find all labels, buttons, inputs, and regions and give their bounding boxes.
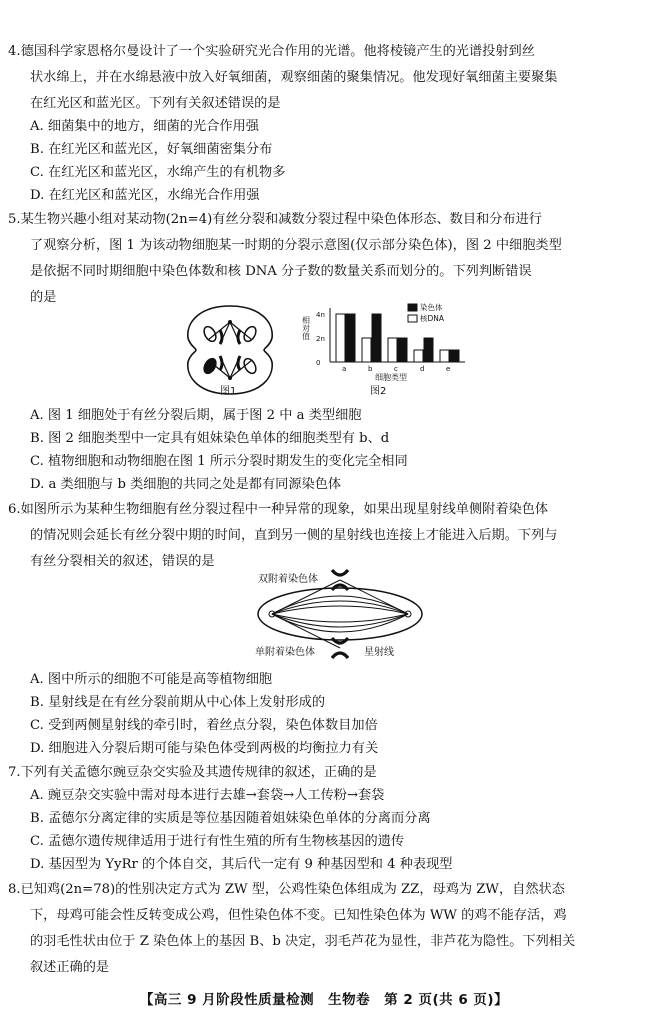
q4-option-c: C. 在红光区和蓝光区，水绵产生的有机物多 <box>30 165 286 180</box>
page-footer: 【高三 9 月阶段性质量检测 生物卷 第 2 页(共 6 页)】 <box>139 992 509 1008</box>
chart-bar-dna-c <box>398 338 407 362</box>
q5-option-a: A. 图 1 细胞处于有丝分裂后期，属于图 2 中 a 类型细胞 <box>30 408 362 423</box>
q6-stem-line-2: 的情况则会延长有丝分裂中期的时间，直到另一侧的星射线也连接上才能进入后期。下列与 <box>30 528 558 543</box>
q4-stem-line-3: 在红光区和蓝光区。下列有关叙述错误的是 <box>30 96 281 111</box>
chart-bar-dna-a <box>346 314 355 362</box>
chart-xtick-label: c <box>394 365 398 373</box>
q6-label-single-attached: 单附着染色体 <box>255 647 315 658</box>
chart-xtick-label: b <box>368 365 373 373</box>
q6-stem-line-1: 6.如图所示为某种生物细胞有丝分裂过程中一种异常的现象，如果出现星射线单侧附着染色体 <box>8 502 549 517</box>
q5-figure-1-label: 图1 <box>220 386 237 397</box>
chart-bar-chromosome-b <box>362 338 371 362</box>
chart-ylabel: 相对值 <box>301 316 311 340</box>
q7-option-c: C. 孟德尔遗传规律适用于进行有性生殖的所有生物核基因的遗传 <box>30 834 405 849</box>
chart-bar-dna-e <box>450 350 459 362</box>
q6-option-a: A. 图中所示的细胞不可能是高等植物细胞 <box>30 672 273 687</box>
q6-option-d: D. 细胞进入分裂后期可能与染色体受到两极的均衡拉力有关 <box>30 741 379 756</box>
chart-legend-label: 核DNA <box>420 314 445 323</box>
q6-label-aster: 星射线 <box>364 647 394 658</box>
chart-xtick-label: d <box>420 365 425 373</box>
q6-label-double-attached: 双附着染色体 <box>258 574 318 585</box>
q6-stem-line-3: 有丝分裂相关的叙述，错误的是 <box>30 554 215 569</box>
chart-bar-dna-d <box>424 338 433 362</box>
chart-bar-dna-b <box>372 314 381 362</box>
q5-option-b: B. 图 2 细胞类型中一定具有姐妹染色单体的细胞类型有 b、d <box>30 431 390 446</box>
q8-stem-line-2: 下，母鸡可能会性反转变成公鸡，但性染色体不变。已知性染色体为 WW 的鸡不能存活，鸡 <box>30 908 567 923</box>
chart-xtick-label: e <box>446 365 451 373</box>
q5-figure-2-bar-chart <box>300 300 480 400</box>
chart-bar-chromosome-c <box>388 338 397 362</box>
q6-option-b: B. 星射线是在有丝分裂前期从中心体上发射形成的 <box>30 695 326 710</box>
q5-stem-line-2: 了观察分析，图 1 为该动物细胞某一时期的分裂示意图(仅示部分染色体)，图 2 中细胞类型 <box>30 238 562 253</box>
chart-bar-chromosome-a <box>336 314 345 362</box>
q7-option-d: D. 基因型为 YyRr 的个体自交，其后代一定有 9 种基因型和 4 种表现型 <box>30 857 453 872</box>
q6-option-c: C. 受到两侧星射线的牵引时，着丝点分裂，染色体数目加倍 <box>30 718 378 733</box>
q7-option-a: A. 豌豆杂交实验中需对母本进行去雄→套袋→人工传粉→套袋 <box>30 788 385 803</box>
q4-option-d: D. 在红光区和蓝光区，水绵光合作用强 <box>30 188 260 203</box>
q7-option-b: B. 孟德尔分离定律的实质是等位基因随着姐妹染色单体的分离而分离 <box>30 811 431 826</box>
chart-ytick-label: 2n <box>316 335 325 343</box>
q5-stem-line-1: 5.某生物兴趣小组对某动物(2n=4)有丝分裂和减数分裂过程中染色体形态、数目和分布进行 <box>8 212 542 227</box>
chart-ytick-label: 4n <box>316 311 325 319</box>
q8-stem-line-4: 叙述正确的是 <box>30 960 110 975</box>
q8-stem-line-3: 的羽毛性状由位于 Z 染色体上的基因 B、b 决定，羽毛芦花为显性，非芦花为隐性。下列相关 <box>30 934 576 949</box>
q4-stem-line-1: 4.德国科学家恩格尔曼设计了一个实验研究光合作用的光谱。他将棱镜产生的光谱投射到丝 <box>8 44 535 59</box>
chart-ytick-label: 0 <box>316 359 321 367</box>
chart-xlabel: 细胞类型 <box>375 373 407 382</box>
q5-stem-line-3: 是依据不同时期细胞中染色体数和核 DNA 分子数的数量关系而划分的。下列判断错误 <box>30 264 532 279</box>
chart-bar-chromosome-d <box>414 350 423 362</box>
q5-option-c: C. 植物细胞和动物细胞在图 1 所示分裂时期发生的变化完全相同 <box>30 454 408 469</box>
chart-xtick-label: a <box>342 365 347 373</box>
chart-bar-chromosome-e <box>440 350 449 362</box>
q5-figure-2-label: 图2 <box>370 386 387 397</box>
q4-option-a: A. 细菌集中的地方，细菌的光合作用强 <box>30 119 259 134</box>
q5-stem-line-4: 的是 <box>30 290 57 305</box>
q8-stem-line-1: 8.已知鸡(2n=78)的性别决定方式为 ZW 型，公鸡性染色体组成为 ZZ，母鸡为 ZW，自然状态 <box>8 882 565 897</box>
q4-option-b: B. 在红光区和蓝光区，好氧细菌密集分布 <box>30 142 273 157</box>
chart-legend-label: 染色体 <box>420 303 443 312</box>
chart-legend-swatch <box>408 304 417 311</box>
q7-stem-line-1: 7.下列有关孟德尔豌豆杂交实验及其遗传规律的叙述，正确的是 <box>8 765 377 780</box>
q4-stem-line-2: 状水绵上，并在水绵悬液中放入好氧细菌，观察细菌的聚集情况。他发现好氧细菌主要聚集 <box>30 70 558 85</box>
q5-option-d: D. a 类细胞与 b 类细胞的共同之处是都有同源染色体 <box>30 477 342 492</box>
chart-legend-swatch <box>408 315 417 322</box>
